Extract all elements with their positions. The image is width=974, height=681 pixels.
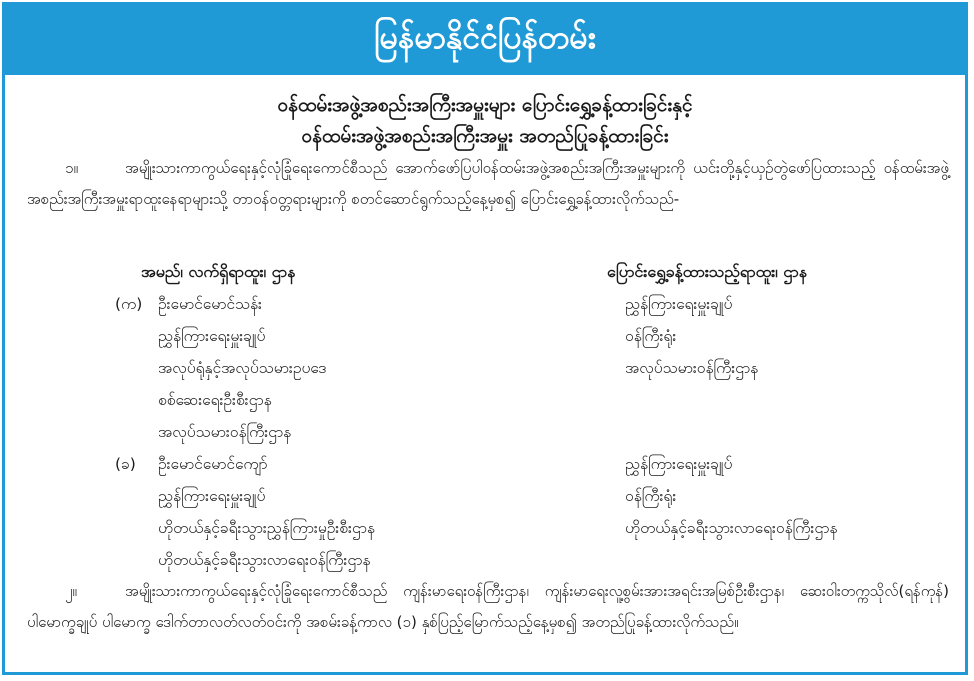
paragraph-2-number: ၂။ bbox=[65, 582, 77, 600]
paragraph-2-text: အမျိုးသားကာကွယ်ရေးနှင့်လုံခြုံရေးကောင်စီသည် ကျန်းမာရေးဝန်ကြီးဌာန၊ ကျန်းမာရေးလူ့စွမ်းအားအရင်းအမြစ်ဦးစီးဌာန၊ ဆေးဝါးတက္ကသိုလ်(ရန်ကုန်) ပါမောက္ခချုပ် ပါမောက္ခ ဒေါက်တာလတ်လတ်ဝင်းကို အစမ်းခန့်ကာလ (၁) နှစ်ပြည့်မြောက်သည့်နေ့မှစ၍ အတည်ပြုခန့်ထားလိုက်သည်။ bbox=[27, 582, 949, 631]
entry-new-position: ညွှန်ကြားရေးမှူးချုပ် bbox=[625, 455, 733, 473]
gazette-title: မြန်မာနိုင်ငံပြန်တမ်း bbox=[374, 18, 596, 56]
entry-current-department: အလုပ်ရုံနှင့်အလုပ်သမားဥပဒေ bbox=[158, 359, 327, 377]
entry-current-position: ညွှန်ကြားရေးမှူးချုပ် bbox=[158, 327, 266, 345]
notice-frame bbox=[2, 2, 968, 675]
column-header-new: ပြောင်းရွှေ့ခန့်ထားသည့်ရာထူး၊ ဌာန bbox=[607, 262, 807, 281]
gazette-banner bbox=[5, 5, 965, 75]
paragraph-1-text: အမျိုးသားကာကွယ်ရေးနှင့်လုံခြုံရေးကောင်စီသည် အောက်ဖော်ပြပါဝန်ထမ်းအဖွဲ့အစည်းအကြီးအမှူးများကို ယင်းတို့နှင့်ယှဉ်တွဲဖော်ပြထားသည့် ဝန်ထမ်းအဖွဲ့အစည်းအကြီးအမှူးရာထူးနေရာများသို့ တာဝန်ဝတ္တရားများကို စတင်ဆောင်ရွက်သည့်နေ့မှစ၍ ပြောင်းရွှေ့ခန့်ထားလိုက်သည်- bbox=[27, 159, 949, 208]
column-header-current: အမည်၊ လက်ရှိရာထူး၊ ဌာန bbox=[141, 262, 296, 281]
entry-new-position: ညွှန်ကြားရေးမှူးချုပ် bbox=[625, 295, 733, 313]
entry-current-department: ဟိုတယ်နှင့်ခရီးသွားညွှန်ကြားမှုဦးစီးဌာန bbox=[158, 519, 375, 537]
entry-name: ဦးမောင်မောင်သန်း bbox=[158, 295, 262, 313]
entry-new-office: ဝန်ကြီးရုံး bbox=[625, 487, 677, 505]
entry-label: (ခ) bbox=[115, 455, 136, 473]
entry-current-position: ညွှန်ကြားရေးမှူးချုပ် bbox=[158, 487, 266, 505]
entry-new-office: ဝန်ကြီးရုံး bbox=[625, 327, 677, 345]
notice-headline-line-2: ဝန်ထမ်းအဖွဲ့အစည်းအကြီးအမှူး အတည်ပြုခန့်ထားခြင်း bbox=[301, 125, 669, 147]
entry-new-ministry: ဟိုတယ်နှင့်ခရီးသွားလာရေးဝန်ကြီးဌာန bbox=[625, 519, 838, 537]
entry-name: ဦးမောင်မောင်ကျော် bbox=[158, 455, 268, 473]
entry-current-department: စစ်ဆေးရေးဦးစီးဌာန bbox=[158, 391, 272, 409]
entry-new-ministry: အလုပ်သမားဝန်ကြီးဌာန bbox=[625, 359, 759, 377]
paragraph-1-number: ၁။ bbox=[65, 159, 78, 177]
paragraph-1 bbox=[27, 153, 949, 215]
paragraph-2 bbox=[27, 576, 949, 638]
entry-label: (က) bbox=[115, 295, 143, 313]
entry-current-ministry: ဟိုတယ်နှင့်ခရီးသွားလာရေးဝန်ကြီးဌာန bbox=[158, 551, 371, 569]
notice-headline-line-1: ဝန်ထမ်းအဖွဲ့အစည်းအကြီးအမှူးများ ပြောင်းရွှေ့ခန့်ထားခြင်းနှင့် bbox=[277, 94, 693, 116]
entry-current-ministry: အလုပ်သမားဝန်ကြီးဌာန bbox=[158, 423, 292, 441]
